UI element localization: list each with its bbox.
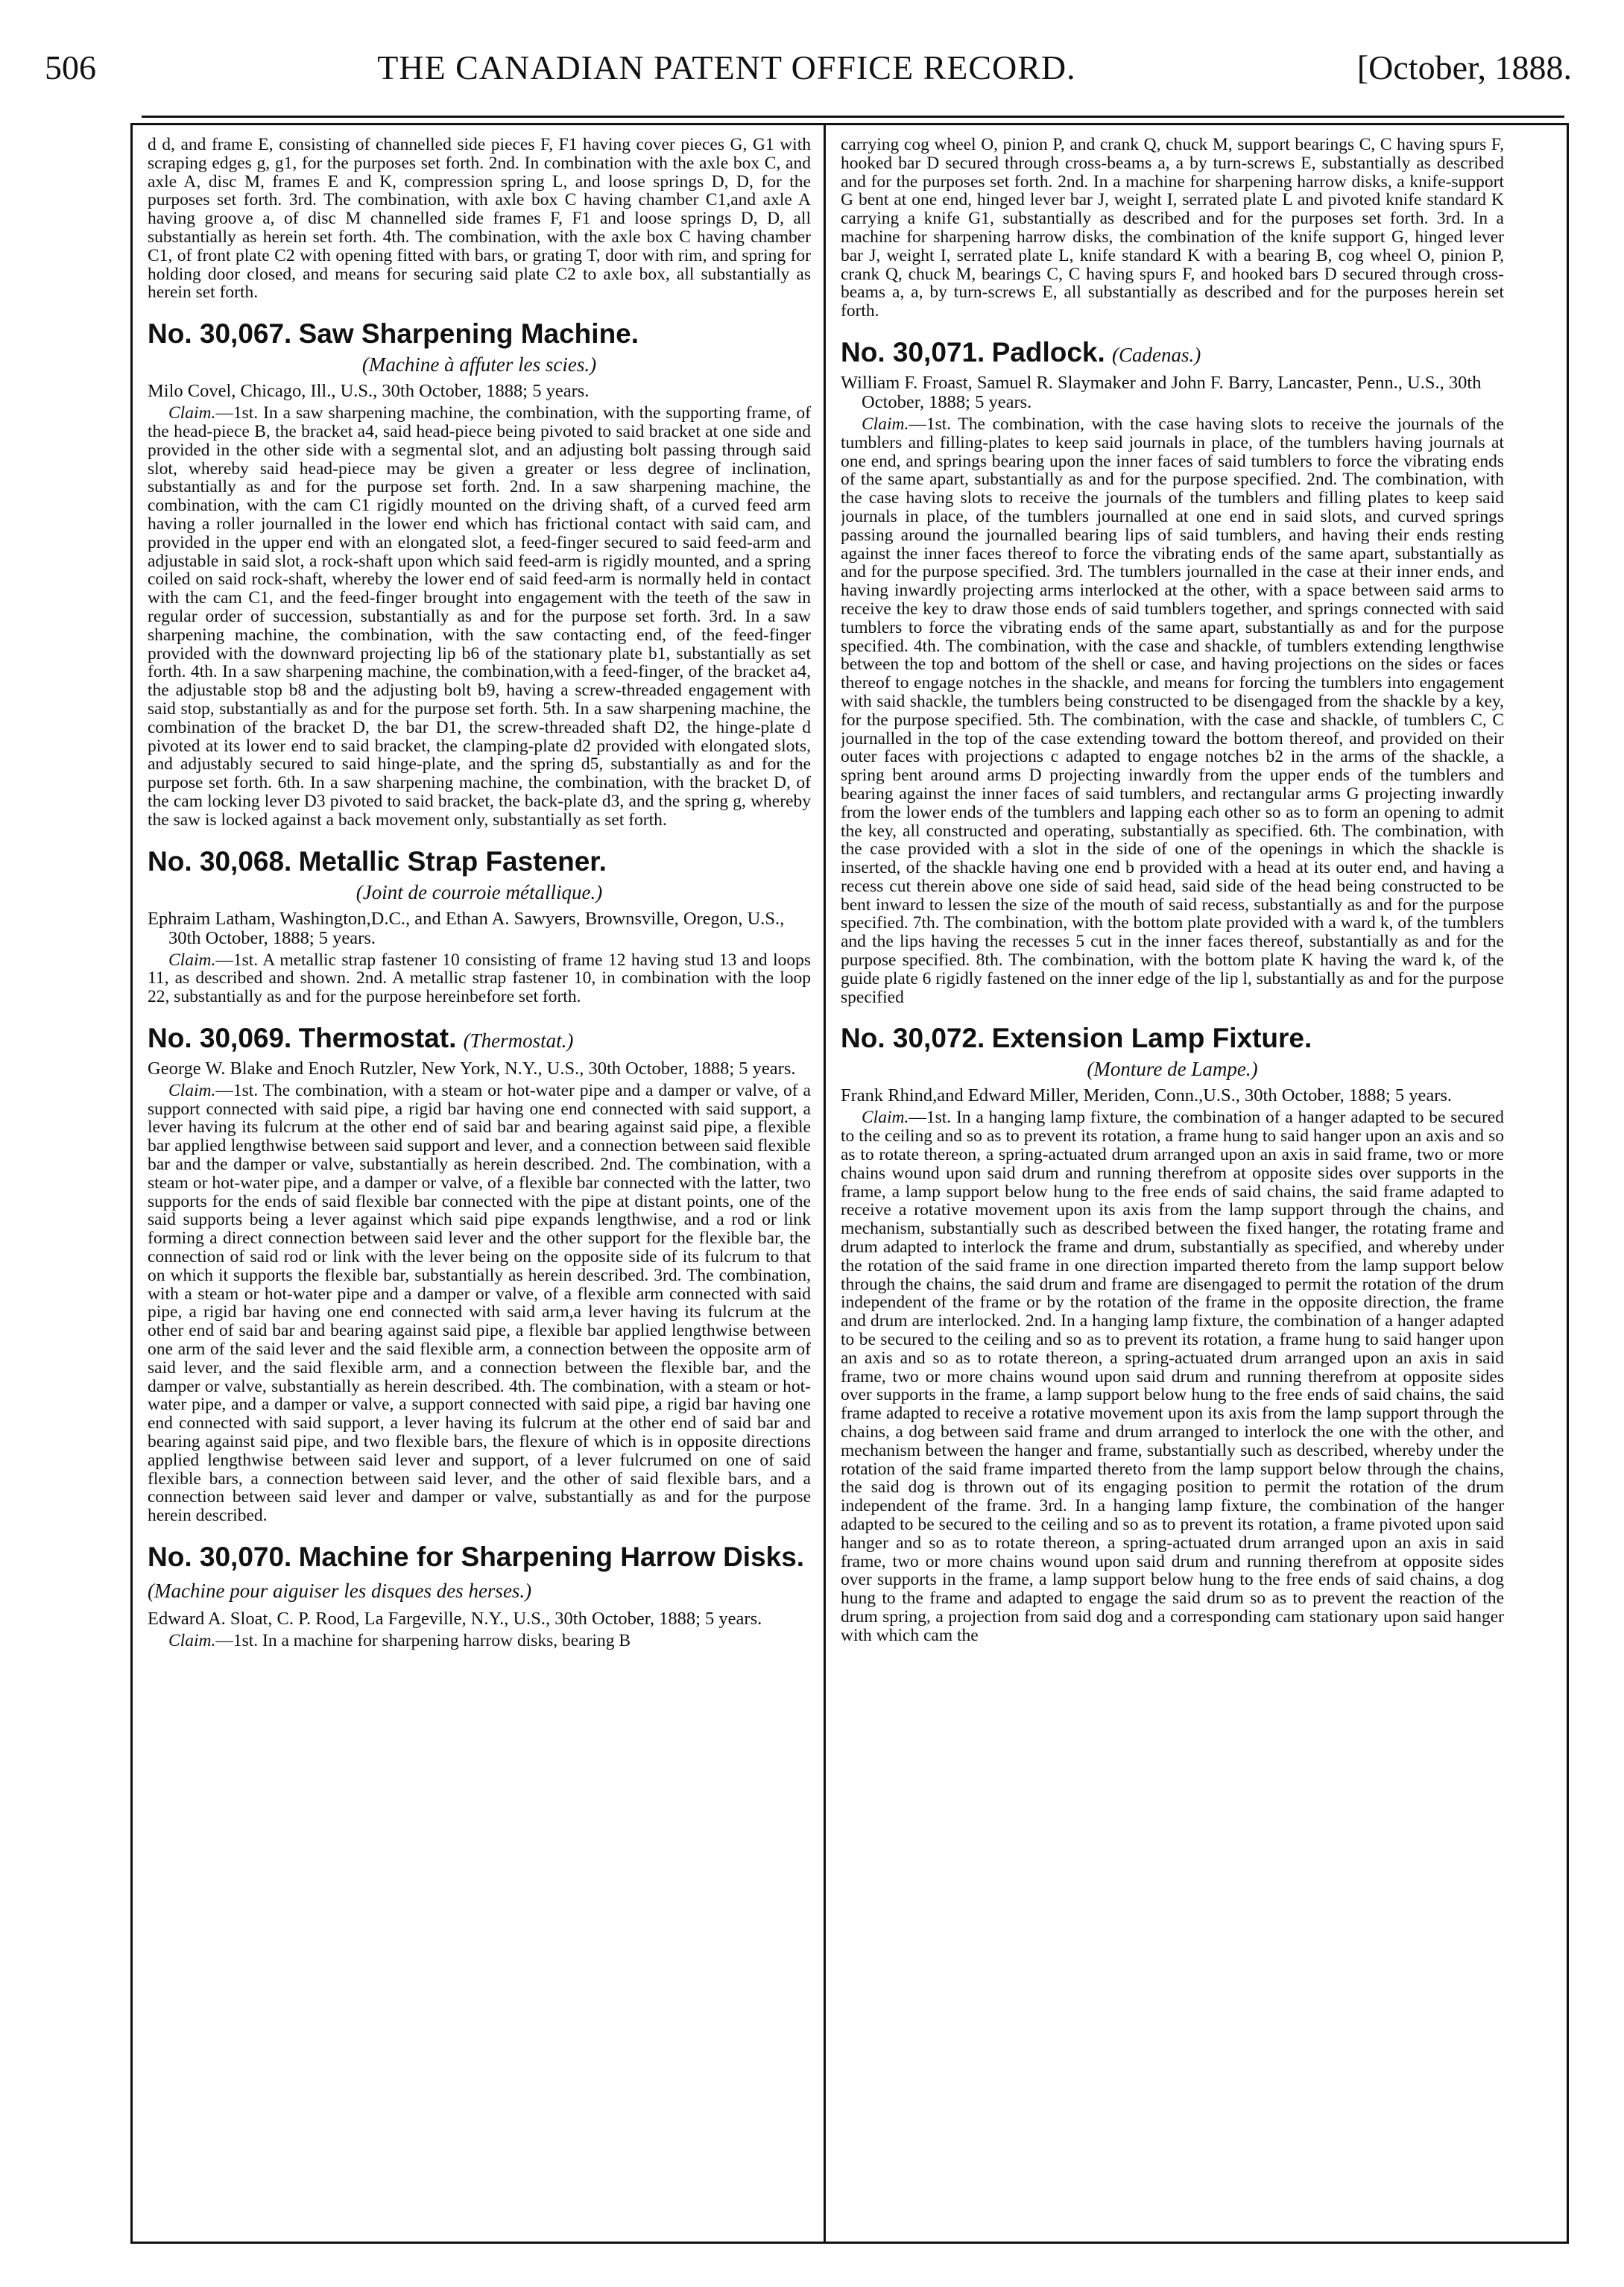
patent-entry (148, 1542, 811, 1650)
patent-number: No. 30,067. (148, 318, 292, 350)
patent-french-title: (Joint de courroie métallique.) (356, 880, 603, 903)
claim-label: Claim. (168, 1080, 216, 1100)
patent-french-title: (Thermostat.) (463, 1029, 574, 1052)
patent-title (148, 846, 811, 878)
patent-inventor: Frank Rhind,and Edward Miller, Meriden, Conn.,U.S., 30th October, 1888; 5 years. (841, 1085, 1453, 1106)
patent-french-title: (Machine à affuter les scies.) (361, 353, 597, 376)
claim-label: Claim. (168, 403, 216, 423)
right-column (841, 136, 1504, 2223)
patent-inventor: Ephraim Latham, Washington,D.C., and Ethan A. Sawyers, Brownsville, Oregon, U.S., 30th October, 1888; 5 years. (148, 908, 785, 948)
claim-label: Claim. (862, 414, 909, 434)
patent-entry (148, 1023, 811, 1525)
publication-title: THE CANADIAN PATENT OFFICE RECORD. (377, 48, 1076, 86)
claim-text: —1st. The combination, with the case having slots to receive the journals of the tumblers and filling-plates to keep said journals in place, of the tumblers having journals at one end, and springs bearing upon the inner faces of said tumblers to force the vibrating ends of the same apart, substantially as and for the purpose specified. 2nd. The combination, with the case having slots to receive the journals of the tumblers and filling plates to keep said journals in place, of the tumblers journalled at one end in said slots, and curved springs passing around the journalled bearing lips of said tumblers, and having their ends resting against the inner faces thereof to force the vibrating ends of the same apart, substantially as and for the purpose specified. 3rd. The tumblers journalled in the case at their inner ends, and having inwardly projecting arms interlocked at the other, with a space between said arms to receive the key to draw those ends of said tumblers together, and springs connected with said tumblers to force the vibrating ends of the same apart, substantially as and for the purpose specified. 4th. The combination, with the case and shackle, of tumblers extending lengthwise between the top and bottom of the shell or case, and having projections on the sides or faces thereof to engage notches in the shackle, and means for forcing the tumblers into engagement with said shackle, the tumblers being constructed to be disengaged from the shackle by a key, for the purpose specified. 5th. The combination, with the case and shackle, of tumblers C, C journalled in the top of the case extending toward the bottom thereof, and provided on their outer faces with projections c adapted to engage notches b2 in the arms of the shackle, a spring bent around arms D projecting inwardly from the upper ends of the tumblers and bearing against the inner faces of said tumblers, and rectangular arms G projecting inwardly from the lower ends of the tumblers and lapping each other so as to form an opening to admit the key, all constructed and operating, substantially as specified. 6th. The combination, with the case provided with a slot in the side of one of the openings in which the shackle is inserted, of the shackle having one end b provided with a head at its outer end, and having a recess cut therein above one side of said head, said side of the head being constructed to be bent inward to lessen the size of the mouth of said recess, substantially as and for the purpose specified. 7th. The combination, with the bottom plate provided with a ward k, of the tumblers and the lips having the recesses 5 cut in the inner faces thereof, substantially as and for the purpose specified. 8th. The combination, with the bottom plate K having the ward k, of the guide plate 6 rigidly fastened on the inner edge of the lip l, substantially as and for the purpose specified (841, 414, 1504, 1007)
patent-number: No. 30,071. (841, 336, 985, 368)
patent-number: No. 30,069. (148, 1022, 292, 1053)
patent-inventor: Edward A. Sloat, C. P. Rood, La Fargeville, N.Y., U.S., 30th October, 1888; 5 years. (148, 1609, 762, 1630)
continuation-text: d d, and frame E, consisting of channelled side pieces F, F1 having cover pieces G, G1 with scraping edges g, g1, for the purposes set forth. 2nd. In combination with the axle box C, and axle A, disc M, frames E and K, compression spring L, and loose springs D, D, for the purposes set forth. 3rd. The combination, with axle box C having chamber C1,and axle A having groove a, of disc M channelled side frames F, F1 and loose springs D, D, all substantially as herein set forth. 4th. The combination, with the axle box C having chamber C1, of front plate C2 with opening fitted with bars, or grating T, door with rim, and spring for holding door closed, and means for securing said plate C2 to axle box, all substantially as herein set forth. (148, 136, 811, 303)
patent-inventor: William F. Froast, Samuel R. Slaymaker and John F. Barry, Lancaster, Penn., U.S., 30th October, 1888; 5 years. (841, 372, 1482, 412)
patent-entry (148, 846, 811, 1006)
patent-french-title: (Monture de Lampe.) (1087, 1058, 1258, 1081)
patent-entry (841, 337, 1504, 1007)
patent-title (148, 1023, 811, 1056)
patent-title (148, 318, 811, 350)
patent-name: Padlock. (991, 336, 1105, 368)
patent-title (148, 1542, 811, 1606)
patent-claim (148, 1082, 811, 1525)
claim-text: —1st. In a saw sharpening machine, the combination, with the supporting frame, of the head-piece B, the bracket a4, said head-piece being pivoted to said bracket at one side and provided in the other side with a segmental slot, and an adjusting bolt passing through said slot, whereby said head-piece may be given a greater or less degree of inclination, substantially as and for the purpose set forth. 2nd. In a saw sharpening machine, the combination, with the cam C1 rigidly mounted on the driving shaft, of a curved feed arm having a roller journalled in the lower end which has frictional contact with said cam, and provided in the upper end with an elongated slot, a feed-finger secured to said feed-arm and adjustable in said slot, a rock-shaft upon which said feed-arm is rigidly mounted, and a spring coiled on said rock-shaft, whereby the lower end of said feed-arm is normally held in contact with the cam C1, and the feed-finger brought into engagement with the teeth of the saw in regular order of succession, substantially as and for the purpose set forth. 3rd. In a saw sharpening machine, the combination, with the saw contacting end, of the feed-finger provided with the downward projecting lip b6 of the stationary plate b1, substantially as set forth. 4th. In a saw sharpening machine, the combination,with a feed-finger, of the bracket a4, the adjustable stop b8 and the adjusting bolt b9, having a screw-threaded engagement with said stop, substantially as and for the purpose set forth. 5th. In a saw sharpening machine, the combination of the bracket D, the bar D1, the screw-threaded shaft D2, the hinge-plate d pivoted at its lower end to said bracket, the clamping-plate d2 provided with elongated slots, and adjustably secured to said hinge-plate, and the spring d5, substantially as and for the purpose set forth. 6th. In a saw sharpening machine, the combination, with the bracket D, of the cam locking lever D3 pivoted to said bracket, the back-plate d3, and the spring g, whereby the saw is locked against a back movement only, substantially as set forth. (148, 403, 811, 830)
patent-claim (148, 951, 811, 1006)
patent-french-title: (Cadenas.) (1112, 343, 1201, 366)
patent-claim (841, 415, 1504, 1007)
patent-claim (841, 1108, 1504, 1644)
header-rule (142, 116, 1564, 118)
patent-name: Extension Lamp Fixture. (991, 1023, 1312, 1054)
patent-title (841, 1023, 1504, 1055)
patent-number: No. 30,070. (148, 1542, 292, 1573)
claim-text: —1st. In a machine for sharpening harrow disks, bearing B (215, 1631, 631, 1651)
issue-date: [October, 1888. (1356, 48, 1572, 86)
patent-inventor: George W. Blake and Enoch Rutzler, New York, N.Y., U.S., 30th October, 1888; 5 years. (148, 1058, 796, 1079)
left-column (148, 136, 811, 2223)
patent-claim (148, 404, 811, 829)
patent-inventor: Milo Covel, Chicago, Ill., U.S., 30th October, 1888; 5 years. (148, 381, 590, 402)
column-divider (824, 123, 826, 2244)
patent-claim (148, 1632, 811, 1650)
patent-number: No. 30,068. (148, 845, 292, 877)
claim-label: Claim. (168, 1631, 216, 1651)
patent-name: Saw Sharpening Machine. (298, 318, 639, 350)
patent-entry (841, 1023, 1504, 1644)
patent-french-title: (Machine pour aiguiser les disques des herses.) (148, 1580, 532, 1603)
claim-text: —1st. The combination, with a steam or hot-water pipe and a damper or valve, of a support connected with said pipe, a rigid bar having one end connected with said support, a lever having its fulcrum at the other end of said bar and bearing against said pipe, a flexible bar applied lengthwise between said support and lever, and a connection between said flexible bar and the damper or valve, substantially as herein described. 2nd. The combination, with a steam or hot-water pipe, and a damper or valve, of a flexible bar connected with the latter, two supports for the ends of said flexible bar connected with the pipe at distant points, one of the said supports being a lever against which said pipe expands lengthwise, and a rod or link forming a direct connection between said lever and the other support for the flexible bar, the connection of said rod or link with the lever being on the opposite side of its fulcrum to that on which it supports the flexible bar, substantially as herein described. 3rd. The combination, with a steam or hot-water pipe and a damper or valve, of a flexible arm connected with said pipe, a rigid bar having one end connected with said arm,a lever having its fulcrum at the other end of said bar and bearing against said pipe, a flexible bar applied lengthwise between one arm of the said lever and the said flexible arm, a connection between the opposite arm of said lever, and the said flexible arm, and a connection between the flexible bar, and the damper or valve, substantially as herein described. 4th. The combination, with a steam or hot-water pipe, and a damper or valve, a support connected with said pipe, a rigid bar having one end connected with said support, a lever having its fulcrum at the other end of said bar and bearing against said pipe, and two flexible bars, the flexure of which is in opposite directions applied lengthwise between said lever and support, of a lever fulcrumed on one of said flexible bars, a connection between said lever, and the other of said flexible bars, and a connection between said lever and damper or valve, substantially as and for the purpose herein described. (148, 1080, 811, 1526)
page-header (45, 45, 1572, 89)
claim-label: Claim. (168, 950, 216, 970)
continuation-text: carrying cog wheel O, pinion P, and crank Q, chuck M, support bearings C, C having spurs F, hooked bar D secured through cross-beams a, a by turn-screws E, substantially as described and for the purposes set forth. 2nd. In a machine for sharpening harrow disks, a knife-support G bent at one end, hinged lever bar J, weight I, serrated plate L and pivoted knife standard K carrying a knife G1, substantially as described and for the purposes set forth. 3rd. In a machine for sharpening harrow disks, the combination of the knife support G, hinged lever bar J, weight I, serrated plate L, knife standard K with a bearing B, cog wheel O, pinion P, crank Q, chuck M, bearings C, C having spurs F, and hooked bars D secured through cross-beams a, a, by turn-screws E, all substantially as described and for the purposes herein set forth. (841, 136, 1504, 321)
patent-name: Metallic Strap Fastener. (298, 845, 607, 877)
patent-entry (148, 318, 811, 829)
claim-label: Claim. (862, 1108, 909, 1128)
patent-title (841, 337, 1504, 370)
claim-text: —1st. In a hanging lamp fixture, the combination of a hanger adapted to be secured to the ceiling and so as to prevent its rotation, a frame hung to said hanger upon an axis and so as to rotate thereon, a spring-actuated drum arranged upon an axis in said frame, two or more chains wound upon said drum and running therefrom at opposite sides over supports in the frame, a lamp support below hung to the free ends of said chains, the said frame adapted to receive a rotative movement upon its axis from the lamp support through the chains, and mechanism, substantially such as described between the fixed hanger, the rotating frame and drum adapted to interlock the frame and drum, substantially as specified, and whereby under the rotation of the said frame in one direction imparted thereto from the lamp support below through the chains, the said drum and frame are disengaged to permit the rotation of the drum independent of the frame or by the rotation of the frame in the opposite direction, the frame and drum are interlocked. 2nd. In a hanging lamp fixture, the combination of a hanger adapted to be secured to the ceiling and so as to prevent its rotation, a frame hung to said hanger upon an axis and so as to rotate thereon, a spring-actuated drum arranged upon an axis in said frame, two or more chains wound upon said drum and running therefrom at opposite sides over supports in the frame, a lamp support below hung to the free ends of said chains, the said frame adapted to receive a rotative movement upon its axis from the lamp support through the chains, a dog between said frame and drum arranged to interlock the one with the other, and mechanism between the hanger and frame, substantially such as described, whereby under the rotation of the said frame imparted thereto from the lamp support below through the chains, the said dog is thrown out of its engaging position to permit the rotation of the drum independent of the frame. 3rd. In a hanging lamp fixture, the combination of the hanger adapted to be secured to the ceiling and so as to prevent its rotation, a frame pivoted upon said hanger and so as to rotate thereon, a spring-actuated drum arranged upon an axis in said frame, two or more chains wound upon said drum and running therefrom at opposite sides over supports in the frame, a lamp support below hung to the free ends of said chains, a dog hung to the frame and adapted to engage the said drum so as to prevent the reaction of the drum spring, a projection from said dog and a corresponding cam stationary upon said hanger with which cam the (841, 1108, 1504, 1645)
claim-text: —1st. A metallic strap fastener 10 consisting of frame 12 having stud 13 and loops 11, as described and shown. 2nd. A metallic strap fastener 10, in combination with the loop 22, substantially as and for the purpose hereinbefore set forth. (148, 950, 811, 1007)
patent-name: Machine for Sharpening Harrow Disks. (298, 1542, 805, 1573)
patent-number: No. 30,072. (841, 1023, 985, 1054)
patent-name: Thermostat. (298, 1022, 457, 1053)
page-number: 506 (45, 48, 96, 86)
